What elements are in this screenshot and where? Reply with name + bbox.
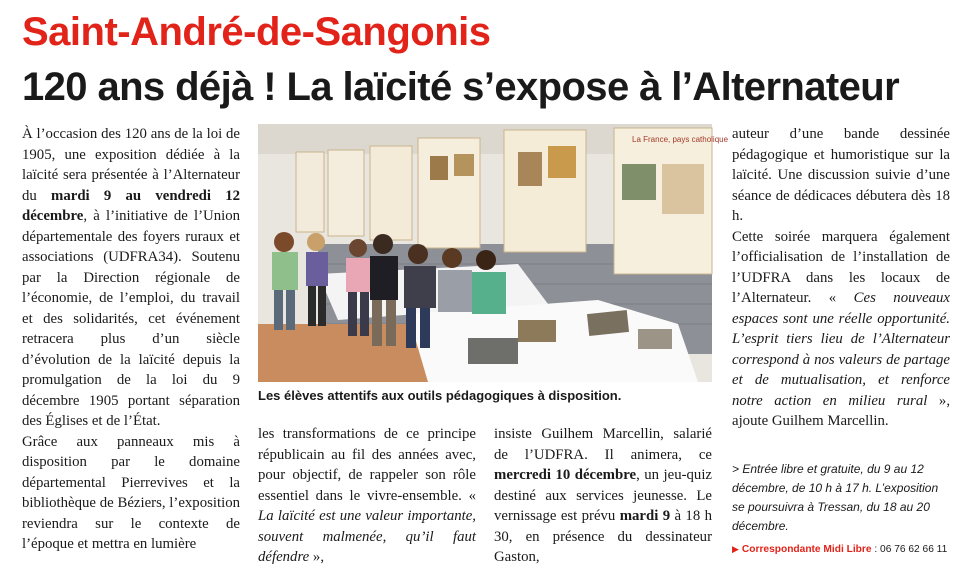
article-column-4: [732, 124, 950, 432]
paragraph: [22, 124, 240, 432]
article-photo: [258, 124, 729, 382]
poster-title: La France, pays catholique: [632, 135, 729, 144]
text-run: , à l’initiative de l’Union départementale des foyers ruraux et associations (UDFRA34). Soutenu par la Direction régionale de l’économie, de l’emploi, du travail et des solidarités, cet événement retracera plus d’un siècle d’évolution de la laïcité depuis la promulgation de la loi du 9 décembre 1905 portant séparation des Églises et de l’État.: [22, 208, 240, 429]
article-headline: 120 ans déjà ! La laïcité s’expose à l’Alternateur: [22, 65, 900, 109]
photo-caption: Les élèves attentifs aux outils pédagogiques à disposition.: [258, 388, 622, 403]
paragraph: [258, 424, 476, 568]
quote: Ces nouveaux espaces sont une réelle opportunité. L’esprit tiers lieu de l’Alternateur correspond à nos valeurs de partage et de mutualisation, et renforce notre action en milieu rural: [732, 290, 951, 409]
article-column-1: [22, 124, 240, 555]
text-run: », ajoute Guilhem Marcellin.: [732, 392, 951, 429]
date-highlight: mardi 9: [619, 508, 671, 524]
article-column-2: [258, 424, 476, 568]
triangle-icon: ▶: [732, 544, 739, 554]
paragraph: Grâce aux panneaux mis à disposition par le domaine départemental Pierrevives et la bibliothèque de Béziers, l’exposition reviendra sur le contexte de l’époque et mettra en lumière: [22, 433, 240, 552]
paragraph: [494, 424, 712, 568]
classroom-photo-illustration: [258, 124, 729, 382]
text-run: à 18 h 30, en présence du dessinateur Gaston,: [494, 508, 712, 565]
text-run: les transformations de ce principe républicain au fil des années avec, pour objectif, de rappeler son rôle essentiel dans le vivre-ensemble. «: [258, 426, 476, 504]
text-run: À l’occasion des 120 ans de la loi de 1905, une exposition dédiée à la laïcité sera présentée à l’Alternateur du: [22, 126, 240, 204]
paragraph: [732, 227, 950, 432]
text-run: , un jeu-quiz destiné aux services jeunesse. Le vernissage est prévu: [494, 467, 712, 524]
text-run: Cette soirée marquera également l’officialisation de l’installation de l’UDFRA dans les locaux de l’Alternateur. «: [732, 228, 950, 306]
text-run: insiste Guilhem Marcellin, salarié de l’UDFRA. Il animera, ce: [494, 426, 712, 463]
kicker-location: Saint-André-de-Sangonis: [22, 10, 491, 54]
practical-info: > Entrée libre et gratuite, du 9 au 12 décembre, de 10 h à 17 h. L’exposition se poursuivra à Tressan, du 18 au 20 décembre.: [732, 462, 939, 533]
credit-name: Correspondante Midi Libre: [741, 544, 872, 555]
credit-phone: : 06 76 62 66 11: [871, 544, 948, 555]
paragraph: auteur d’une bande dessinée pédagogique et humoristique sur la laïcité. Une discussion suivie d’une séance de dédicaces débutera dès 18 h.: [732, 126, 950, 224]
date-highlight: mardi 9 au vendredi 12 décembre: [22, 187, 241, 224]
date-highlight: mercredi 10 décembre: [494, 467, 637, 483]
text-run: »,: [309, 549, 325, 565]
article-column-3: [494, 424, 712, 568]
author-credit: [732, 544, 960, 555]
quote: La laïcité est une valeur importante, souvent malmenée, qu’il faut défendre: [258, 508, 476, 565]
